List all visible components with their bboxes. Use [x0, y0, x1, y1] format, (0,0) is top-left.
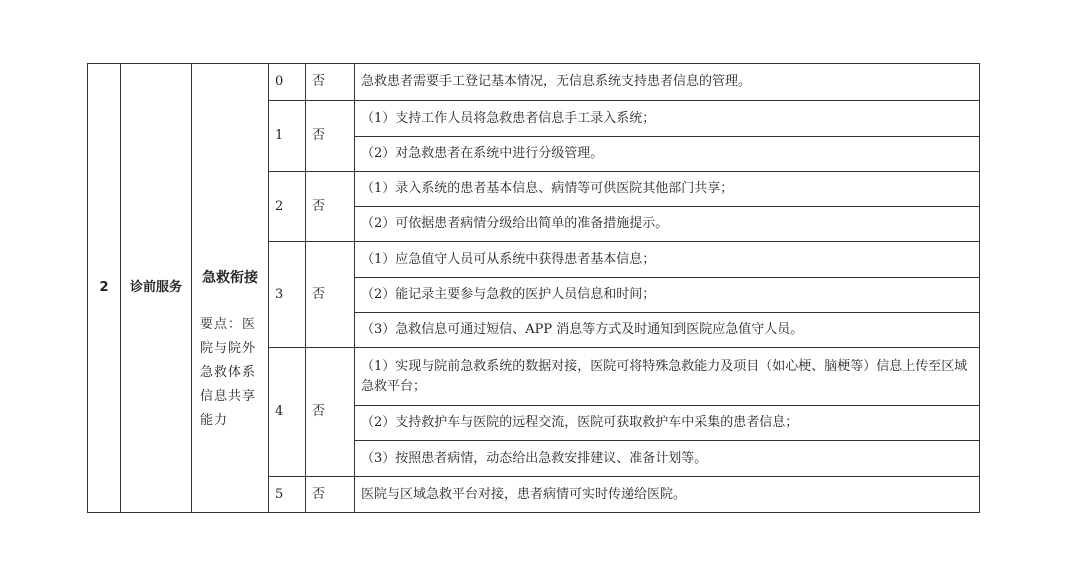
requirement-text: （2）对急救患者在系统中进行分级管理。	[355, 137, 980, 172]
requirement-text: （2）能记录主要参与急救的医护人员信息和时间；	[355, 278, 980, 313]
requirement-text: 急救患者需要手工登记基本情况，无信息系统支持患者信息的管理。	[355, 64, 980, 101]
level-flag: 否	[306, 101, 355, 172]
requirement-text: （1）实现与院前急救系统的数据对接，医院可将特殊急救能力及项目（如心梗、脑梗等）信息上传至区域急救平台；	[355, 348, 980, 406]
requirement-text: （1）支持工作人员将急救患者信息手工录入系统；	[355, 101, 980, 137]
level-flag: 否	[306, 242, 355, 348]
level-number: 0	[269, 64, 306, 101]
level-flag: 否	[306, 64, 355, 101]
item-cell	[192, 64, 269, 513]
level-number: 5	[269, 477, 306, 513]
evaluation-table	[87, 63, 980, 513]
level-number: 1	[269, 101, 306, 172]
requirement-text: （2）支持救护车与医院的远程交流，医院可获取救护车中采集的患者信息；	[355, 406, 980, 441]
item-note: 要点：医院与院外急救体系信息共享能力	[200, 317, 257, 428]
requirement-text: 医院与区域急救平台对接，患者病情可实时传递给医院。	[355, 477, 980, 513]
requirement-text: （3）按照患者病情，动态给出急救安排建议、准备计划等。	[355, 441, 980, 477]
level-flag: 否	[306, 348, 355, 477]
requirement-text: （1）录入系统的患者基本信息、病情等可供医院其他部门共享；	[355, 172, 980, 207]
level-number: 4	[269, 348, 306, 477]
requirement-text: （2）可依据患者病情分级给出简单的准备措施提示。	[355, 207, 980, 242]
level-number: 2	[269, 172, 306, 242]
section-category: 诊前服务	[121, 64, 192, 513]
requirement-text: （1）应急值守人员可从系统中获得患者基本信息；	[355, 242, 980, 278]
level-number: 3	[269, 242, 306, 348]
level-flag: 否	[306, 477, 355, 513]
section-number: 2	[88, 64, 121, 513]
requirement-text: （3）急救信息可通过短信、APP 消息等方式及时通知到医院应急值守人员。	[355, 313, 980, 348]
item-title: 急救衔接	[202, 270, 258, 286]
level-flag: 否	[306, 172, 355, 242]
table-row	[88, 64, 980, 101]
